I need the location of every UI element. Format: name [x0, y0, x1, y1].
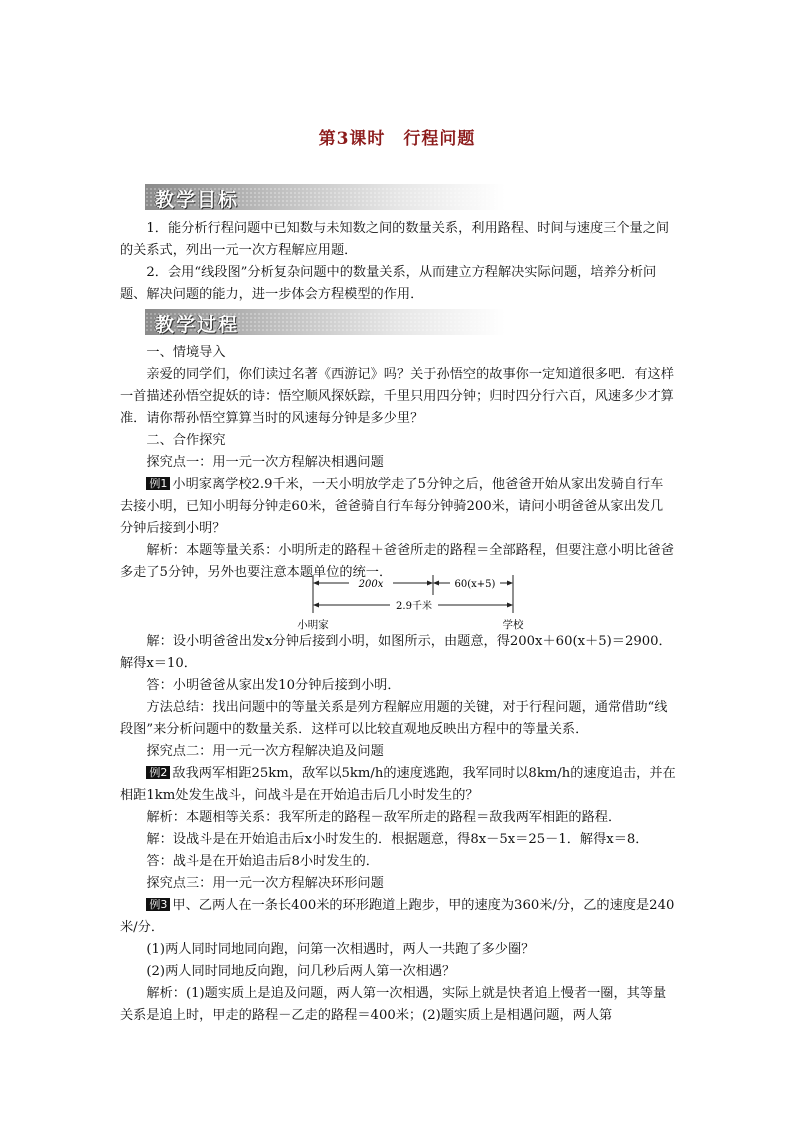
total-arrowhead-left [313, 603, 319, 608]
page-title: 第3课时 行程问题 [318, 129, 476, 149]
point2-title: 探究点二：用一元一次方程解决追及问题 [146, 744, 384, 759]
point3-title: 探究点三：用一元一次方程解决环形问题 [146, 876, 384, 891]
part1-title: 一、情境导入 [146, 345, 226, 360]
example-3-q1: (1)两人同时同地同向跑，问第一次相遇时，两人一共跑了多少圈？ [146, 942, 535, 957]
example-2-tag: 例2 [146, 766, 170, 779]
example-3-text: 甲、乙两人在一条长400米的环形跑道上跑步，甲的速度为360米/分，乙的速度是240米/分． [120, 898, 675, 935]
process-banner [145, 309, 505, 335]
goals-heading: 教学目标 [155, 189, 240, 211]
process-part-a [120, 342, 676, 584]
seg1-label: 200x [358, 579, 384, 590]
seg2-label: 60(x+5) [454, 579, 496, 590]
example-1-answer: 答：小明爸爸从家出发10分钟后接到小明． [146, 678, 401, 693]
total-label: 2.9千米 [396, 601, 432, 612]
right-end-label: 学校 [502, 619, 524, 631]
example-1-summary: 方法总结：找出问题中的等量关系是列方程解应用题的关键，对于行程问题，通常借助“线段图”来分析问题中的数量关系．这样可以比较直观地反映出方程中的等量关系． [120, 700, 668, 737]
point1-title: 探究点一：用一元一次方程解决相遇问题 [146, 455, 384, 470]
example-3-analysis: 解析：(1)题实质上是追及问题，两人第一次相遇，实际上就是快者追上慢者一圈，其等量关系是追上时，甲走的路程－乙走的路程＝400米；(2)题实质上是相遇问题，两人第 [120, 986, 667, 1023]
seg1-arrowhead-right [427, 581, 433, 586]
seg2-arrowhead-left [433, 581, 439, 586]
process-part-b [120, 631, 676, 1027]
goal-item: 2．会用“线段图”分析复杂问题中的数量关系，从而建立方程解决实际问题，培养分析问题、解决问题的能力，进一步体会方程模型的作用． [120, 265, 657, 302]
part1-text: 亲爱的同学们，你们读过名著《西游记》吗？关于孙悟空的故事你一定知道很多吧．有这样一首描述孙悟空捉妖的诗：悟空顺风探妖踪，千里只用四分钟；归时四分行六百，风速多少才算准．请你帮孙悟空算算当时的风速每分钟是多少里？ [120, 367, 674, 426]
goals-banner [145, 184, 505, 210]
process-heading: 教学过程 [155, 314, 240, 336]
goals-list [120, 218, 676, 306]
left-end-label: 小明家 [297, 619, 329, 631]
example-2 [120, 763, 676, 807]
total-arrowhead-right [507, 603, 513, 608]
example-1 [120, 474, 676, 540]
line-segment-diagram [297, 573, 524, 633]
example-1-tag: 例1 [146, 477, 170, 490]
example-1-solution: 解：设小明爸爸出发x分钟后接到小明，如图所示，由题意，得200x＋60(x＋5)＝2900．解得x＝10． [120, 634, 672, 671]
example-2-answer: 答：战斗是在开始追击后8小时发生的． [146, 854, 379, 869]
seg2-arrowhead-right [507, 581, 513, 586]
part2-title: 二、合作探究 [146, 433, 226, 448]
goal-item: 1．能分析行程问题中已知数与未知数之间的数量关系，利用路程、时间与速度三个量之间的关系式，列出一元一次方程解应用题． [120, 221, 670, 258]
seg1-arrowhead-left [313, 581, 319, 586]
example-3 [120, 895, 676, 939]
example-2-analysis: 解析：本题相等关系：我军所走的路程－敌军所走的路程＝敌我两军相距的路程． [146, 810, 622, 825]
example-1-analysis: 解析：本题等量关系：小明所走的路程＋爸爸所走的路程＝全部路程，但要注意小明比爸爸多走了5分钟，另外也要注意本题单位的统一． [120, 543, 674, 580]
example-3-tag: 例3 [146, 898, 170, 911]
example-2-solution: 解：设战斗是在开始追击后x小时发生的．根据题意，得8x－5x＝25－1．解得x＝8． [146, 832, 649, 847]
example-3-q2: (2)两人同时同地反向跑，问几秒后两人第一次相遇？ [146, 964, 456, 979]
example-1-text: 小明家离学校2.9千米，一天小明放学走了5分钟之后，他爸爸开始从家出发骑自行车去接小明，已知小明每分钟走60米，爸爸骑自行车每分钟骑200米，请问小明爸爸从家出发几分钟后接到小明？ [120, 477, 664, 536]
example-2-text: 敌我两军相距25km，敌军以5km/h的速度逃跑，我军同时以8km/h的速度追击，并在相距1km处发生战斗，问战斗是在开始追击后几小时发生的？ [120, 766, 676, 803]
